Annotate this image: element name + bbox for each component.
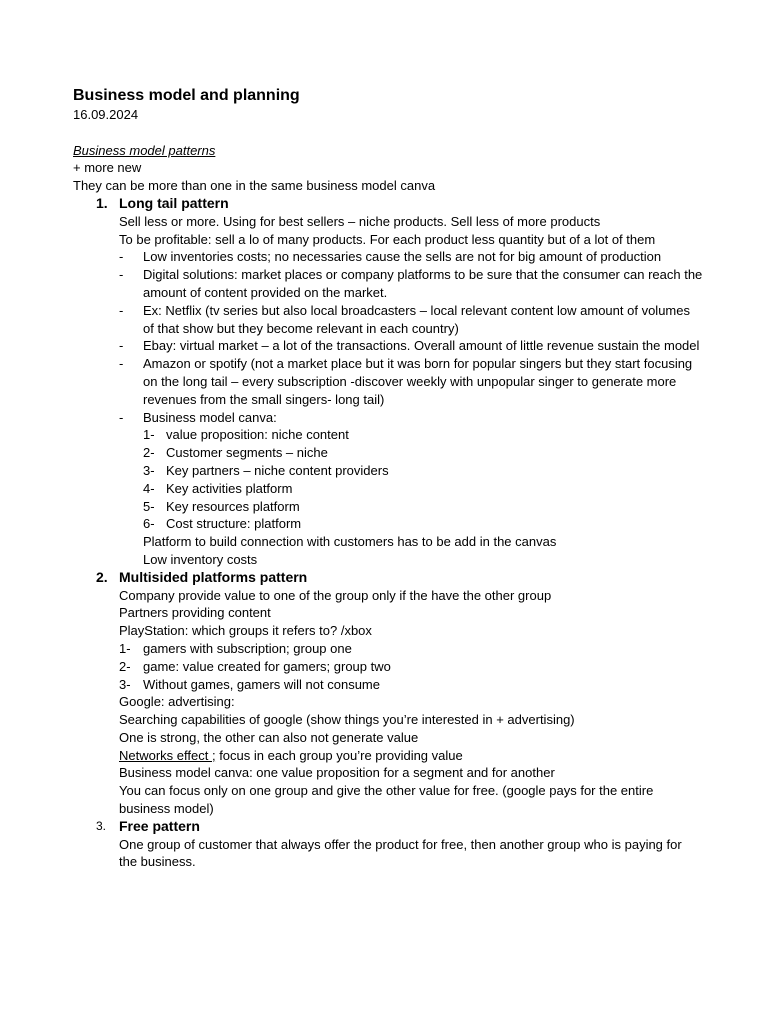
group-item-text: game: value created for gamers; group two [143,658,391,674]
canva-item-text: value proposition: niche content [166,427,349,443]
free-paragraph: One group of customer that always offer the product for free, then another group who is paying for the business. [119,836,682,870]
list-item-text: Ebay: virtual market – a lot of the transactions. Overall amount of little revenue sustain the model [143,338,700,354]
canva-item-number: 5- [143,498,155,514]
canva-item-text: Key activities platform [166,480,293,496]
multisided-paragraph: Company provide value to one of the group only if the have the other group [119,587,552,603]
canva-item [73,480,703,498]
list-item [73,409,703,427]
network-effect-line [73,747,703,765]
multisided-heading-text: Multisided platforms pattern [119,568,308,585]
canva-item-number: 4- [143,480,155,496]
dash-marker: - [119,409,124,425]
canva-item-number: 6- [143,516,155,532]
document-page [73,86,703,871]
canva-item-number: 3- [143,462,155,478]
canva-item [73,515,703,533]
group-item-number: 3- [119,676,131,692]
network-effect-text: focus in each group you’re providing value [215,747,463,763]
playstation-group-item [73,658,703,676]
blank-line [73,124,703,142]
group-item-number: 1- [119,640,131,656]
playstation-group-item [73,640,703,658]
list-item-text: Digital solutions: market places or company platforms to be sure that the consumer can reach the amount of content provided on the market. [143,267,703,300]
document-title: Business model and planning [73,87,300,104]
list-item [73,248,703,266]
list-item [73,337,703,355]
dash-marker: - [119,302,124,318]
dash-marker: - [119,267,124,283]
section-heading: Business model patterns [73,142,216,158]
multisided-paragraph: Partners providing content [119,605,271,621]
list-number: 1. [96,194,108,211]
intro-line-2: They can be more than one in the same business model canva [73,178,436,194]
canva-item [73,498,703,516]
group-item-text: Without games, gamers will not consume [143,676,380,692]
free-heading-text: Free pattern [119,817,200,834]
dash-marker: - [119,356,124,372]
list-item [73,266,703,302]
canva-item-text: Key partners – niche content providers [166,462,389,478]
list-item-text: Amazon or spotify (not a market place but it was born for popular singers but they start focusing on the long tail – every subscription -discover weekly with unpopular singer to generate more revenues from the small singers- long tail) [143,356,693,407]
document-date: 16.09.2024 [73,107,139,122]
canva-item [73,444,703,462]
dash-marker: - [119,338,124,354]
intro-line-1: + more new [73,160,142,176]
canva-item-text: Customer segments – niche [166,445,328,461]
list-item-text: Low inventories costs; no necessaries cause the sells are not for big amount of production [143,249,662,265]
list-number: 3. [96,818,107,833]
canva-item-number: 1- [143,427,155,443]
dash-marker: - [119,249,124,265]
multisided-paragraph: You can focus only on one group and give the other value for free. (google pays for the entire business model) [119,783,654,817]
list-item-text: Ex: Netflix (tv series but also local broadcasters – local relevant content low amount of volumes of that show but they become relevant in each country) [143,302,690,336]
multisided-paragraph: PlayStation: which groups it refers to? /xbox [119,623,372,639]
multisided-paragraph: Searching capabilities of google (show things you’re interested in + advertising) [119,712,575,728]
canva-note: Platform to build connection with customers has to be add in the canvas [143,534,557,550]
list-item [73,355,703,408]
group-item-number: 2- [119,658,131,674]
canva-note: Low inventory costs [143,551,258,567]
canva-item [73,426,703,444]
multisided-paragraph: Google: advertising: [119,694,235,710]
list-item-text: Business model canva: [143,409,277,425]
network-effect-term: Networks effect ; [119,747,216,763]
multisided-paragraph: Business model canva: one value proposition for a segment and for another [119,765,555,781]
free-heading [73,818,703,836]
multisided-heading [73,569,703,587]
long-tail-heading [73,195,703,213]
playstation-group-item [73,676,703,694]
list-item [73,302,703,338]
list-number: 2. [96,568,108,585]
canva-item-text: Key resources platform [166,498,300,514]
canva-item [73,462,703,480]
group-item-text: gamers with subscription; group one [143,640,352,656]
multisided-paragraph: One is strong, the other can also not generate value [119,729,419,745]
canva-item-text: Cost structure: platform [166,516,302,532]
long-tail-paragraph: Sell less or more. Using for best sellers – niche products. Sell less of more products [119,213,601,229]
long-tail-heading-text: Long tail pattern [119,194,229,211]
canva-item-number: 2- [143,445,155,461]
long-tail-paragraph: To be profitable: sell a lo of many products. For each product less quantity but of a lot of them [119,231,656,247]
